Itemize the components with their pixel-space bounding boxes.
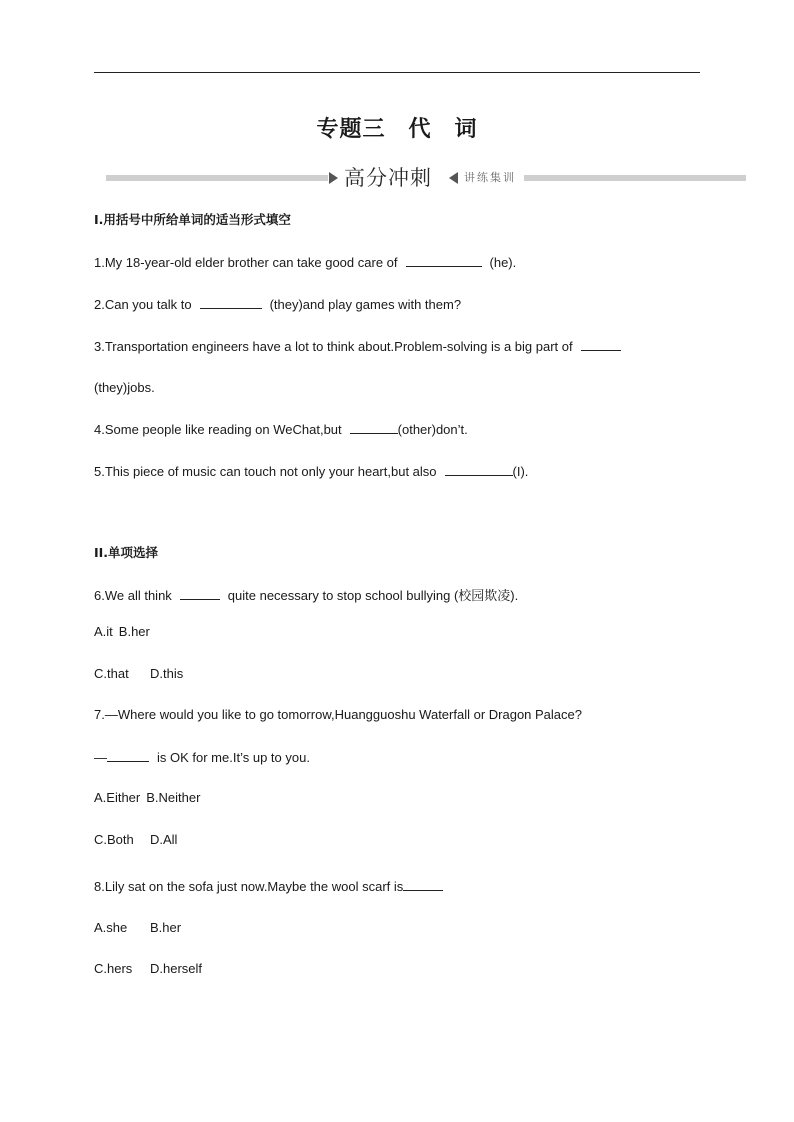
q6-text: 6.We all think <box>94 588 172 603</box>
q7-text-after: is OK for me.It’s up to you. <box>157 750 310 765</box>
q7-text: 7.—Where would you like to go tomorrow,Huangguoshu Waterfall or Dragon Palace? <box>94 707 582 722</box>
question-3 <box>94 338 625 355</box>
section-banner <box>106 164 746 192</box>
q5-blank <box>445 463 513 476</box>
q5-text: 5.This piece of music can touch not only your heart,but also <box>94 464 437 479</box>
q8-option-a: A.she <box>94 920 128 935</box>
q4-text: 4.Some people like reading on WeChat,but <box>94 422 342 437</box>
q8-text: 8.Lily sat on the sofa just now.Maybe the wool scarf is <box>94 879 404 894</box>
banner-arrow-left-icon <box>449 172 458 184</box>
banner-arrow-right-icon <box>329 172 338 184</box>
q3-text: 3.Transportation engineers have a lot to think about.Problem-solving is a big part of <box>94 339 573 354</box>
section1-heading: I.用括号中所给单词的适当形式填空 <box>94 212 291 227</box>
q8-blank <box>403 878 443 891</box>
q6-options-ab <box>94 624 150 640</box>
q7-dash: — <box>94 750 107 765</box>
q4-blank <box>350 421 398 434</box>
question-8 <box>94 878 447 895</box>
question-1 <box>94 254 516 271</box>
q6-options-cd <box>94 666 183 682</box>
q2-blank <box>200 296 262 309</box>
q8-option-d: D.herself <box>150 961 203 976</box>
q8-option-c: C.hers <box>94 961 133 976</box>
q7-blank <box>107 749 149 762</box>
q3-blank <box>581 338 621 351</box>
q6-option-d: D.this <box>150 666 184 681</box>
q6-option-b: B.her <box>118 624 150 639</box>
q7-option-a: A.Either <box>94 790 141 805</box>
section2-heading: II.单项选择 <box>94 545 159 560</box>
q6-option-a: A.it <box>94 624 113 639</box>
q2-hint: (they)and play games with them? <box>269 297 462 312</box>
header-rule <box>94 72 700 73</box>
q5-hint: (I). <box>512 464 529 479</box>
q2-text: 2.Can you talk to <box>94 297 192 312</box>
question-7-reply <box>94 749 310 766</box>
q7-option-d: D.All <box>150 832 178 847</box>
banner-bar-right <box>524 175 746 181</box>
q8-options-cd <box>94 961 202 977</box>
question-3-continued <box>94 380 155 396</box>
banner-sub-text: 讲练集训 <box>464 171 516 184</box>
banner-bar-left <box>106 175 328 181</box>
q1-text: 1.My 18-year-old elder brother can take good care of <box>94 255 398 270</box>
question-7 <box>94 707 582 723</box>
question-6 <box>94 587 518 604</box>
q3-hint: (they)jobs. <box>94 380 155 395</box>
q1-hint: (he). <box>489 255 517 270</box>
question-4 <box>94 421 468 438</box>
q6-text-after: quite necessary to stop school bullying (校园欺凌). <box>227 588 519 603</box>
q7-option-b: B.Neither <box>146 790 201 805</box>
q6-blank <box>180 587 220 600</box>
q6-option-c: C.that <box>94 666 129 681</box>
q7-options-ab <box>94 790 200 806</box>
q7-options-cd <box>94 832 177 848</box>
q8-option-b: B.her <box>150 920 182 935</box>
question-5 <box>94 463 528 480</box>
page-title: 专题三 代 词 <box>316 117 478 142</box>
q8-options-ab <box>94 920 181 936</box>
question-2 <box>94 296 461 313</box>
q4-hint: (other)don’t. <box>397 422 468 437</box>
banner-main-text: 高分冲刺 <box>344 166 432 190</box>
q1-blank <box>406 254 482 267</box>
q7-option-c: C.Both <box>94 832 134 847</box>
